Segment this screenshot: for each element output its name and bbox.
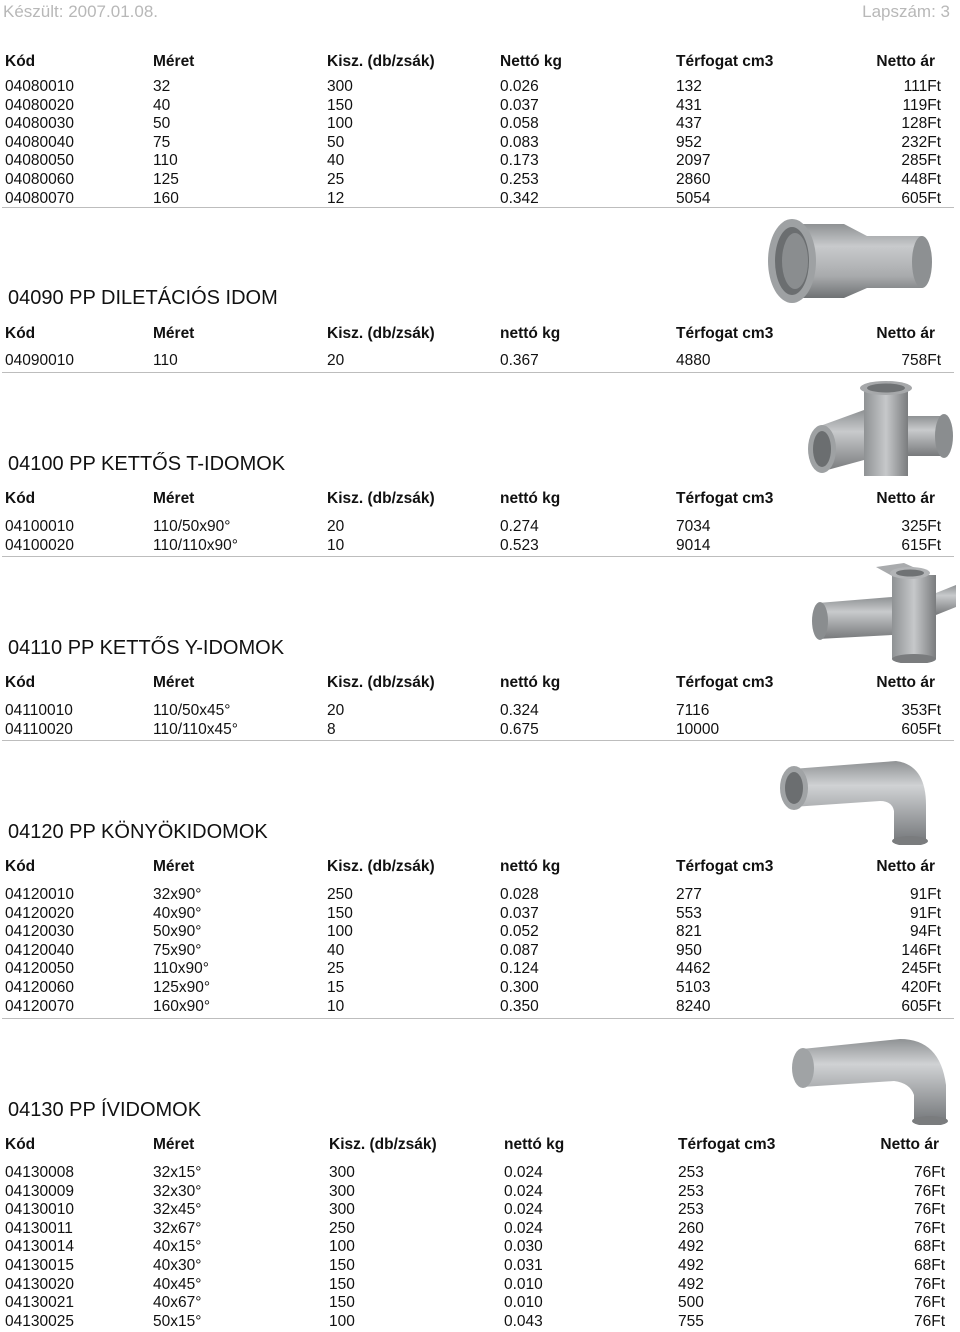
cell-kod: 04120050 [5,960,74,978]
cell-kisz: 25 [327,960,345,978]
cell-meret: 40x45° [153,1275,202,1293]
cell-netto-kg: 0.342 [500,189,539,207]
cell-kisz: 150 [329,1257,355,1274]
table-row [0,1238,960,1257]
cell-kod: 04080070 [5,189,74,207]
col-kisz: Kisz. (db/zsák) [327,858,435,875]
table-row [0,998,960,1017]
expansion-socket-icon [762,214,938,310]
cell-kisz: 100 [329,1312,355,1330]
col-netto-kg: nettó kg [504,1136,565,1153]
double-tee-fitting-icon [800,380,960,480]
cell-meret: 50 [153,115,171,133]
table-row [0,115,960,134]
cell-netto-ar: 91Ft [909,904,941,922]
table-row [0,979,960,998]
table-row [0,190,960,209]
cell-kod: 04120010 [5,886,74,903]
created-date: Készült: 2007.01.08. [3,2,159,21]
col-netto-ar: Netto ár [876,490,935,507]
section-title: 04090 PP DILETÁCIÓS IDOM [8,287,278,309]
cell-netto-kg: 0.052 [500,923,539,941]
cell-kisz: 10 [327,997,345,1015]
cell-netto-ar: 245Ft [901,960,941,978]
col-netto-ar: Netto ár [880,1136,939,1153]
cell-netto-kg: 0.367 [500,352,539,369]
cell-kod: 04130021 [5,1294,74,1312]
cell-meret: 75 [153,133,171,151]
table-row [0,171,960,190]
table-row [0,905,960,924]
table-row [0,97,960,116]
elbow-fitting-icon [776,745,942,845]
cell-netto-ar: 76Ft [913,1312,945,1330]
col-kisz: Kisz. (db/zsák) [327,490,435,507]
cell-terfogat: 755 [678,1312,704,1330]
cell-netto-ar: 353Ft [901,702,941,719]
cell-kisz: 100 [327,923,353,941]
cell-netto-kg: 0.300 [500,979,539,996]
cell-netto-kg: 0.037 [500,904,539,922]
cell-kisz: 8 [327,720,336,738]
cell-netto-ar: 76Ft [913,1164,945,1181]
cell-netto-kg: 0.010 [504,1275,543,1293]
col-kisz: Kisz. (db/zsák) [329,1136,437,1153]
col-netto-kg: nettó kg [500,858,561,875]
cell-terfogat: 260 [678,1219,704,1237]
table-row [0,1276,960,1295]
cell-netto-kg: 0.024 [504,1219,543,1237]
divider [2,207,954,208]
cell-netto-ar: 605Ft [901,189,941,207]
cell-terfogat: 132 [676,78,702,95]
section-title: 04110 PP KETTŐS Y-IDOMOK [8,637,285,659]
col-kisz: Kisz. (db/zsák) [327,53,435,70]
cell-kisz: 20 [327,702,345,719]
cell-kisz: 15 [327,979,345,996]
divider [2,1018,954,1019]
table-row [0,1201,960,1220]
section-title: 04130 PP ÍVIDOMOK [8,1099,202,1121]
cell-kisz: 20 [327,352,345,369]
cell-netto-ar: 420Ft [901,979,941,996]
cell-terfogat: 821 [676,923,702,941]
cell-meret: 125 [153,171,179,188]
cell-netto-kg: 0.058 [500,115,539,133]
col-kod: Kód [5,858,36,875]
cell-meret: 50x15° [153,1312,202,1330]
cell-netto-ar: 76Ft [913,1201,945,1219]
cell-kisz: 300 [329,1164,355,1181]
col-netto-kg: nettó kg [500,325,561,342]
section-title: 04100 PP KETTŐS T-IDOMOK [8,453,286,475]
col-netto-kg: nettó kg [500,674,561,691]
cell-kisz: 40 [327,152,345,170]
cell-terfogat: 5103 [676,979,711,996]
cell-kod: 04130008 [5,1164,74,1181]
col-kisz: Kisz. (db/zsák) [327,325,435,342]
cell-terfogat: 437 [676,115,702,133]
cell-terfogat: 8240 [676,997,711,1015]
cell-meret: 160 [153,189,179,207]
table-row [0,1164,960,1183]
cell-netto-kg: 0.087 [500,941,539,959]
cell-kod: 04120070 [5,997,74,1015]
col-kod: Kód [5,490,36,507]
cell-netto-kg: 0.010 [504,1294,543,1312]
cell-netto-ar: 68Ft [913,1257,945,1274]
table-row [0,78,960,97]
cell-netto-kg: 0.026 [500,78,539,95]
cell-meret: 110/110x90° [153,536,238,554]
col-terfogat: Térfogat cm3 [678,1136,776,1153]
cell-netto-ar: 448Ft [901,171,941,188]
cell-netto-kg: 0.324 [500,702,539,719]
cell-terfogat: 5054 [676,189,711,207]
cell-meret: 125x90° [153,979,211,996]
cell-meret: 32x67° [153,1219,202,1237]
col-meret: Méret [153,858,195,875]
cell-netto-ar: 111Ft [903,78,941,95]
col-kod: Kód [5,53,36,70]
cell-netto-ar: 119Ft [902,96,941,114]
cell-terfogat: 253 [678,1201,704,1219]
cell-terfogat: 4462 [676,960,711,978]
cell-kod: 04130020 [5,1275,74,1293]
cell-netto-kg: 0.024 [504,1201,543,1219]
cell-terfogat: 492 [678,1275,704,1293]
col-kod: Kód [5,1136,36,1153]
col-kod: Kód [5,325,36,342]
divider [2,556,954,557]
cell-kod: 04080040 [5,133,74,151]
col-meret: Méret [153,1136,195,1153]
cell-kod: 04100020 [5,536,74,554]
cell-netto-ar: 232Ft [901,133,941,151]
cell-kod: 04100010 [5,518,74,535]
col-kisz: Kisz. (db/zsák) [327,674,435,691]
cell-terfogat: 277 [676,886,702,903]
table-row [0,942,960,961]
cell-netto-kg: 0.024 [504,1182,543,1200]
col-netto-kg: Nettó kg [500,53,562,70]
table-row [0,721,960,740]
col-meret: Méret [153,325,195,342]
table-row [0,923,960,942]
cell-kod: 04080060 [5,171,74,188]
table-header [0,325,960,347]
cell-netto-kg: 0.024 [504,1164,543,1181]
cell-netto-ar: 76Ft [913,1219,945,1237]
cell-netto-ar: 285Ft [901,152,941,170]
cell-netto-kg: 0.028 [500,886,539,903]
cell-netto-kg: 0.350 [500,997,539,1015]
cell-meret: 110/110x45° [153,720,238,738]
cell-terfogat: 10000 [676,720,720,738]
cell-terfogat: 950 [676,941,702,959]
cell-kod: 04080030 [5,115,74,133]
cell-kisz: 250 [329,1219,355,1237]
table-row [0,1220,960,1239]
double-wye-fitting-icon [810,563,960,663]
cell-netto-ar: 325Ft [901,518,941,535]
cell-kisz: 150 [329,1275,355,1293]
col-terfogat: Térfogat cm3 [676,490,774,507]
cell-kod: 04130009 [5,1182,74,1200]
cell-terfogat: 253 [678,1164,704,1181]
cell-kod: 04130025 [5,1312,74,1330]
cell-terfogat: 9014 [676,536,711,554]
cell-kod: 04120040 [5,941,74,959]
cell-meret: 75x90° [153,941,202,959]
table-row [0,518,960,537]
cell-terfogat: 492 [678,1257,704,1274]
col-meret: Méret [153,53,195,70]
divider [2,372,954,373]
cell-terfogat: 952 [676,133,702,151]
cell-meret: 40x90° [153,904,202,922]
col-netto-ar: Netto ár [876,674,935,691]
cell-kod: 04120030 [5,923,74,941]
cell-kod: 04080050 [5,152,74,170]
table-row [0,152,960,171]
page-header [0,0,960,24]
cell-meret: 40x67° [153,1294,202,1312]
cell-meret: 110x90° [153,960,209,978]
cell-netto-kg: 0.124 [500,960,539,978]
cell-netto-ar: 146Ft [901,941,941,959]
page-number: Lapszám: 3 [862,2,950,21]
cell-kisz: 300 [329,1182,355,1200]
table-row [0,352,960,371]
table-row [0,1313,960,1332]
table-row [0,1294,960,1313]
cell-netto-kg: 0.253 [500,171,539,188]
cell-meret: 32 [153,78,171,95]
cell-kod: 04130014 [5,1238,74,1256]
cell-terfogat: 253 [678,1182,704,1200]
cell-kisz: 150 [327,904,353,922]
cell-kod: 04090010 [5,352,74,369]
cell-kisz: 300 [327,78,353,95]
cell-netto-ar: 615Ft [901,536,941,554]
col-netto-kg: nettó kg [500,490,561,507]
col-netto-ar: Netto ár [876,53,935,70]
cell-terfogat: 2860 [676,171,711,188]
cell-netto-ar: 605Ft [901,997,941,1015]
cell-kisz: 250 [327,886,353,903]
table-header [0,858,960,880]
cell-kisz: 300 [329,1201,355,1219]
col-netto-ar: Netto ár [876,858,935,875]
cell-netto-ar: 94Ft [909,923,941,941]
cell-netto-ar: 605Ft [901,720,941,738]
cell-netto-ar: 76Ft [913,1294,945,1312]
col-netto-ar: Netto ár [876,325,935,342]
cell-terfogat: 553 [676,904,702,922]
cell-netto-kg: 0.043 [504,1312,543,1330]
table-row [0,537,960,556]
cell-terfogat: 7034 [676,518,711,535]
table-row [0,702,960,721]
table-row [0,1183,960,1202]
cell-terfogat: 2097 [676,152,711,170]
cell-kisz: 150 [327,96,353,114]
col-kod: Kód [5,674,36,691]
cell-terfogat: 492 [678,1238,704,1256]
cell-meret: 32x90° [153,886,202,903]
cell-kisz: 100 [327,115,353,133]
cell-terfogat: 431 [676,96,702,114]
cell-meret: 32x45° [153,1201,202,1219]
table-header [0,53,960,75]
table-header [0,1136,960,1158]
cell-meret: 40x30° [153,1257,202,1274]
cell-meret: 110/50x90° [153,518,231,535]
cell-kod: 04130010 [5,1201,74,1219]
cell-netto-kg: 0.173 [500,152,539,170]
table-row [0,960,960,979]
cell-terfogat: 4880 [676,352,711,369]
cell-netto-ar: 91Ft [909,886,941,903]
cell-kod: 04080010 [5,78,74,95]
cell-meret: 32x15° [153,1164,202,1181]
cell-netto-kg: 0.274 [500,518,539,535]
cell-meret: 40x15° [153,1238,202,1256]
table-header [0,490,960,512]
table-header [0,674,960,696]
section-title: 04120 PP KÖNYÖKIDOMOK [8,821,268,843]
cell-netto-kg: 0.675 [500,720,539,738]
cell-netto-ar: 68Ft [913,1238,945,1256]
cell-kod: 04120020 [5,904,74,922]
cell-meret: 110/50x45° [153,702,231,719]
cell-kisz: 50 [327,133,345,151]
cell-meret: 110 [153,352,178,369]
table-row [0,134,960,153]
col-terfogat: Térfogat cm3 [676,53,774,70]
table-row [0,1257,960,1276]
cell-meret: 32x30° [153,1182,202,1200]
cell-kisz: 25 [327,171,345,188]
cell-netto-ar: 76Ft [913,1275,945,1293]
table-row [0,886,960,905]
cell-meret: 50x90° [153,923,202,941]
cell-netto-ar: 758Ft [901,352,941,369]
cell-meret: 160x90° [153,997,211,1015]
cell-kisz: 10 [327,536,345,554]
bend-fitting-icon [790,1025,956,1125]
col-meret: Méret [153,490,195,507]
col-terfogat: Térfogat cm3 [676,325,774,342]
cell-terfogat: 7116 [676,702,710,719]
cell-kisz: 100 [329,1238,355,1256]
cell-kod: 04080020 [5,96,74,114]
cell-terfogat: 500 [678,1294,704,1312]
cell-netto-kg: 0.031 [504,1257,543,1274]
cell-kod: 04110010 [5,702,73,719]
cell-kod: 04130015 [5,1257,74,1274]
cell-kod: 04110020 [5,720,73,738]
cell-meret: 40 [153,96,171,114]
cell-netto-kg: 0.083 [500,133,539,151]
cell-kod: 04120060 [5,979,74,996]
col-terfogat: Térfogat cm3 [676,674,774,691]
cell-kisz: 150 [329,1294,355,1312]
cell-netto-kg: 0.030 [504,1238,543,1256]
col-terfogat: Térfogat cm3 [676,858,774,875]
cell-kod: 04130011 [5,1219,73,1237]
cell-netto-kg: 0.523 [500,536,539,554]
cell-kisz: 20 [327,518,345,535]
cell-kisz: 12 [327,189,345,207]
cell-netto-ar: 76Ft [913,1182,945,1200]
cell-meret: 110 [153,152,178,170]
col-meret: Méret [153,674,195,691]
cell-kisz: 40 [327,941,345,959]
divider [2,740,954,741]
cell-netto-ar: 128Ft [901,115,941,133]
cell-netto-kg: 0.037 [500,96,539,114]
